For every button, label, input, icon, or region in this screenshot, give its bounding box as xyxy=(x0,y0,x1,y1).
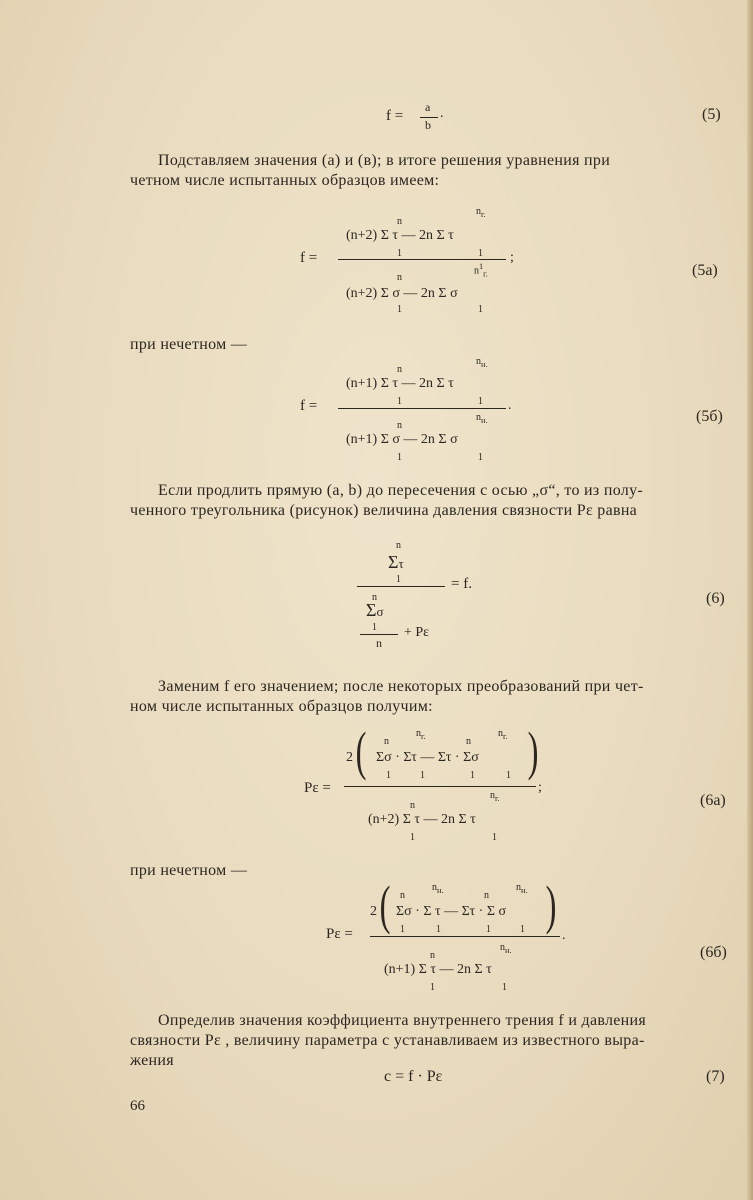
eq5b-lhs: f = xyxy=(300,398,318,414)
eq6b-lim: $n_{н.}$ xyxy=(516,882,528,895)
eq6b-den: (n+1) Σ τ — 2n Σ τ xyxy=(384,962,492,977)
eq5a-tail: ; xyxy=(510,250,514,265)
eq5b-tail: . xyxy=(508,398,512,413)
eq5b-lim: $n_{н.}$ xyxy=(476,412,488,425)
eq6a-lim: $n_{г.}$ xyxy=(490,790,500,803)
eq5a-lim: n xyxy=(397,216,402,227)
eq5a-lim: 1 xyxy=(397,248,402,259)
para4-line2: связности Pε , величину параметра c устанавливаем из известного выра- xyxy=(130,1032,645,1049)
eq6a-rparen: ) xyxy=(527,721,539,781)
eq5b-num: (n+1) Σ τ — 2n Σ τ xyxy=(346,376,454,391)
eq6a-lim: $n_{г.}$ xyxy=(416,728,426,741)
eq6b-lim: n xyxy=(400,890,405,901)
eq6a-number: (6а) xyxy=(700,792,726,809)
eq5b-frac-line xyxy=(338,408,506,409)
eq6a-tail: ; xyxy=(538,780,542,795)
eq6-rhs: = f. xyxy=(451,576,472,592)
eq6a-lim: n xyxy=(384,736,389,747)
para1-line1: Подставляем значения (а) и (в); в итоге решения уравнения при xyxy=(158,152,611,169)
eq5a-lim: $n_{г.}$ xyxy=(476,206,486,219)
eq6-inner-frac-line xyxy=(360,634,398,635)
eq7-text: c = f · Pε xyxy=(384,1068,443,1085)
eq6b-coef: 2 xyxy=(370,904,377,919)
eq6b-lim: $n_{н.}$ xyxy=(500,942,512,955)
para2-line2: ченного треугольника (рисунок) величина давления связности Pε равна xyxy=(130,502,638,519)
eq6-sum-tau: Στ xyxy=(388,552,404,572)
odd-label-1: при нечетном — xyxy=(130,336,248,353)
eq6-lim: n xyxy=(372,592,377,603)
eq5a-lhs: f = xyxy=(300,250,318,266)
eq5b-lim: 1 xyxy=(478,452,483,463)
eq5b-lim: $n_{н.}$ xyxy=(476,356,488,369)
eq6-lim: 1 xyxy=(396,574,401,585)
eq6b-lim: 1 xyxy=(502,982,507,993)
eq5a-lim: $n^1_{г.}$ xyxy=(474,262,488,279)
eq6b-lparen: ( xyxy=(379,875,391,935)
eq5b-lim: 1 xyxy=(397,396,402,407)
para4-line1: Определив значения коэффициента внутреннего трения f и давления xyxy=(158,1012,647,1029)
eq6a-lim: 1 xyxy=(470,770,475,781)
eq5b-lim: 1 xyxy=(478,396,483,407)
para4-line3: жения xyxy=(130,1052,174,1069)
eq6b-inner: Σσ · Σ τ — Στ · Σ σ xyxy=(396,904,507,919)
eq5-num: a xyxy=(425,100,431,114)
eq6a-lim: 1 xyxy=(420,770,425,781)
eq5-den: b xyxy=(425,118,431,132)
eq6a-lim: 1 xyxy=(386,770,391,781)
eq6b-rparen: ) xyxy=(545,875,557,935)
eq5a-number: (5а) xyxy=(692,262,718,279)
odd-label-2: при нечетном — xyxy=(130,862,248,879)
eq6-sum-sigma: Σσ xyxy=(366,600,384,620)
eq7-number: (7) xyxy=(706,1068,725,1085)
eq6a-coef: 2 xyxy=(346,750,353,765)
eq6-frac-line xyxy=(357,586,445,587)
eq5b-lim: 1 xyxy=(397,452,402,463)
eq6-lim: n xyxy=(396,540,401,551)
eq6b-lim: n xyxy=(430,950,435,961)
eq5-number: (5) xyxy=(702,106,721,123)
eq5a-lim: 1 xyxy=(478,304,483,315)
eq5b-number: (5б) xyxy=(696,408,723,425)
eq5-tail: . xyxy=(440,106,444,121)
eq5a-den: (n+2) Σ σ — 2n Σ σ xyxy=(346,286,458,301)
eq6b-number: (6б) xyxy=(700,944,727,961)
eq6-n: n xyxy=(376,636,382,650)
eq6a-frac-line xyxy=(344,786,536,787)
eq5a-frac-line xyxy=(338,259,506,260)
eq6a-lim: $n_{г.}$ xyxy=(498,728,508,741)
eq6b-lim: 1 xyxy=(520,924,525,935)
eq6a-lim: n xyxy=(466,736,471,747)
eq5b-lim: n xyxy=(397,364,402,375)
eq6b-lim: $n_{н.}$ xyxy=(432,882,444,895)
para1-line2: четном числе испытанных образцов имеем: xyxy=(130,172,440,189)
eq6b-lim: 1 xyxy=(430,982,435,993)
eq6-lim: 1 xyxy=(372,622,377,633)
page-edge xyxy=(747,0,753,1200)
eq5a-lim: 1 xyxy=(478,248,483,259)
eq6a-lparen: ( xyxy=(355,721,367,781)
eq5-lhs: f = xyxy=(386,108,404,124)
eq5b-den: (n+1) Σ σ — 2n Σ σ xyxy=(346,432,458,447)
eq6-plus: + Pε xyxy=(404,625,430,640)
eq5b-lim: n xyxy=(397,420,402,431)
para3-line2: ном числе испытанных образцов получим: xyxy=(130,698,433,715)
eq5a-lim: n xyxy=(397,272,402,283)
eq6a-lim: 1 xyxy=(492,832,497,843)
eq6a-den: (n+2) Σ τ — 2n Σ τ xyxy=(368,812,476,827)
eq5a-lim: 1 xyxy=(397,304,402,315)
eq6b-lim: 1 xyxy=(436,924,441,935)
eq6a-lim: 1 xyxy=(410,832,415,843)
eq6a-lim: n xyxy=(410,800,415,811)
eq5a-num: (n+2) Σ τ — 2n Σ τ xyxy=(346,228,454,243)
eq6a-lhs: Pε = xyxy=(304,780,331,796)
eq6a-lim: 1 xyxy=(506,770,511,781)
eq6b-tail: . xyxy=(562,928,566,943)
eq6b-lim: 1 xyxy=(486,924,491,935)
para3-line1: Заменим f его значением; после некоторых преобразований при чет- xyxy=(158,678,644,695)
eq6b-frac-line xyxy=(370,936,560,937)
eq6a-inner: Σσ · Στ — Στ · Σσ xyxy=(376,750,479,765)
eq6-number: (6) xyxy=(706,590,725,607)
page-number: 66 xyxy=(130,1098,145,1114)
eq6b-lim: n xyxy=(484,890,489,901)
eq6b-lhs: Pε = xyxy=(326,926,353,942)
para2-line1: Если продлить прямую (а, b) до пересечения с осью „σ“, то из полу- xyxy=(158,482,644,499)
eq6b-lim: 1 xyxy=(400,924,405,935)
